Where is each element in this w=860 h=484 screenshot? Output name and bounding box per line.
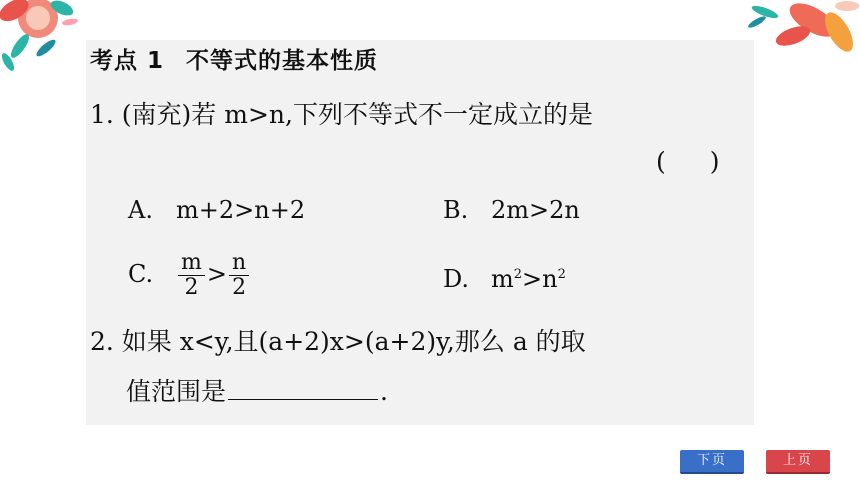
fraction-numerator: n	[229, 251, 249, 276]
option-b-text: 2m>2n	[491, 196, 580, 224]
question-2-period: .	[380, 377, 388, 406]
option-b-label: B.	[443, 196, 469, 224]
next-page-button[interactable]: 下页	[680, 450, 744, 474]
option-c-label: C.	[128, 260, 154, 288]
option-c	[128, 251, 251, 300]
option-d-operator: >	[522, 265, 543, 293]
answer-blank	[228, 373, 378, 400]
option-d-exponent-2: 2	[557, 267, 566, 282]
option-a-label: A.	[128, 196, 153, 224]
question-1-stem: 1. (南充)若 m>n,下列不等式不一定成立的是	[90, 100, 593, 129]
section-heading	[90, 44, 378, 78]
paren-open: (	[656, 147, 666, 176]
option-a-text: m+2>n+2	[176, 196, 306, 224]
fraction-n-over-2	[229, 251, 249, 300]
option-d-label: D.	[443, 265, 470, 293]
option-b	[443, 193, 580, 227]
answer-parentheses	[656, 145, 720, 179]
fraction-numerator: m	[178, 251, 205, 276]
fraction-denominator: 2	[232, 275, 247, 300]
paren-close: )	[709, 147, 720, 176]
fraction-denominator: 2	[184, 275, 199, 300]
fraction-m-over-2	[178, 251, 205, 300]
section-title: 不等式的基本性质	[186, 48, 379, 74]
option-c-operator: >	[206, 260, 227, 288]
option-d-exponent-1: 2	[513, 267, 523, 282]
question-2-prompt: 值范围是	[126, 377, 227, 406]
option-d-base-2: n	[542, 265, 558, 293]
section-label: 考点 1	[90, 48, 165, 74]
question-2-line-2	[126, 373, 388, 409]
option-a	[128, 193, 305, 227]
question-2-line-1: 2. 如果 x<y,且(a+2)x>(a+2)y,那么 a 的取	[90, 327, 586, 356]
option-d-base-1: m	[491, 265, 514, 293]
option-d	[443, 258, 566, 296]
previous-page-button[interactable]: 上页	[766, 450, 830, 474]
